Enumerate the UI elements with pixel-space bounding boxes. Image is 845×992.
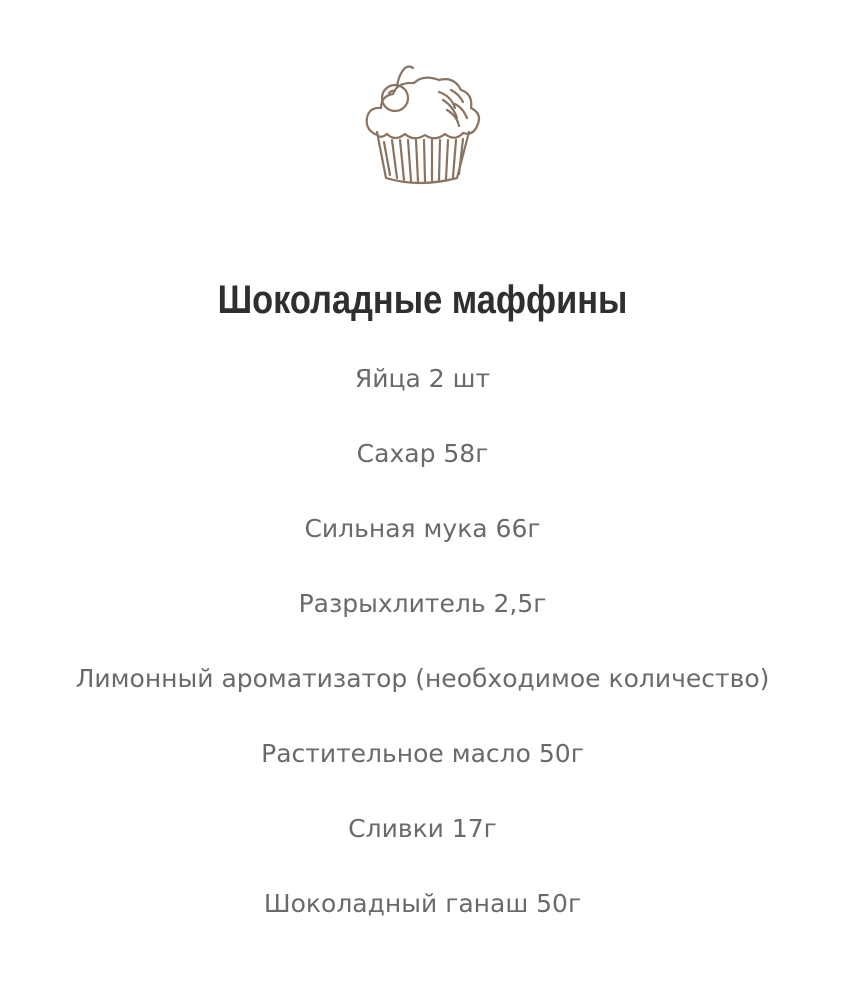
ingredient-item: Шоколадный ганаш 50г xyxy=(263,889,582,918)
ingredient-item: Сахар 58г xyxy=(356,439,489,468)
recipe-title: Шоколадные маффины xyxy=(217,278,628,322)
ingredient-list xyxy=(0,358,845,958)
ingredient-item: Сильная мука 66г xyxy=(304,514,541,543)
cupcake-icon xyxy=(359,60,489,190)
ingredient-item: Лимонный ароматизатор (необходимое количество) xyxy=(75,664,770,693)
ingredient-item: Растительное масло 50г xyxy=(261,739,584,768)
ingredient-item: Яйца 2 шт xyxy=(354,364,491,393)
ingredient-item: Сливки 17г xyxy=(348,814,497,843)
ingredient-item: Разрыхлитель 2,5г xyxy=(298,589,547,618)
